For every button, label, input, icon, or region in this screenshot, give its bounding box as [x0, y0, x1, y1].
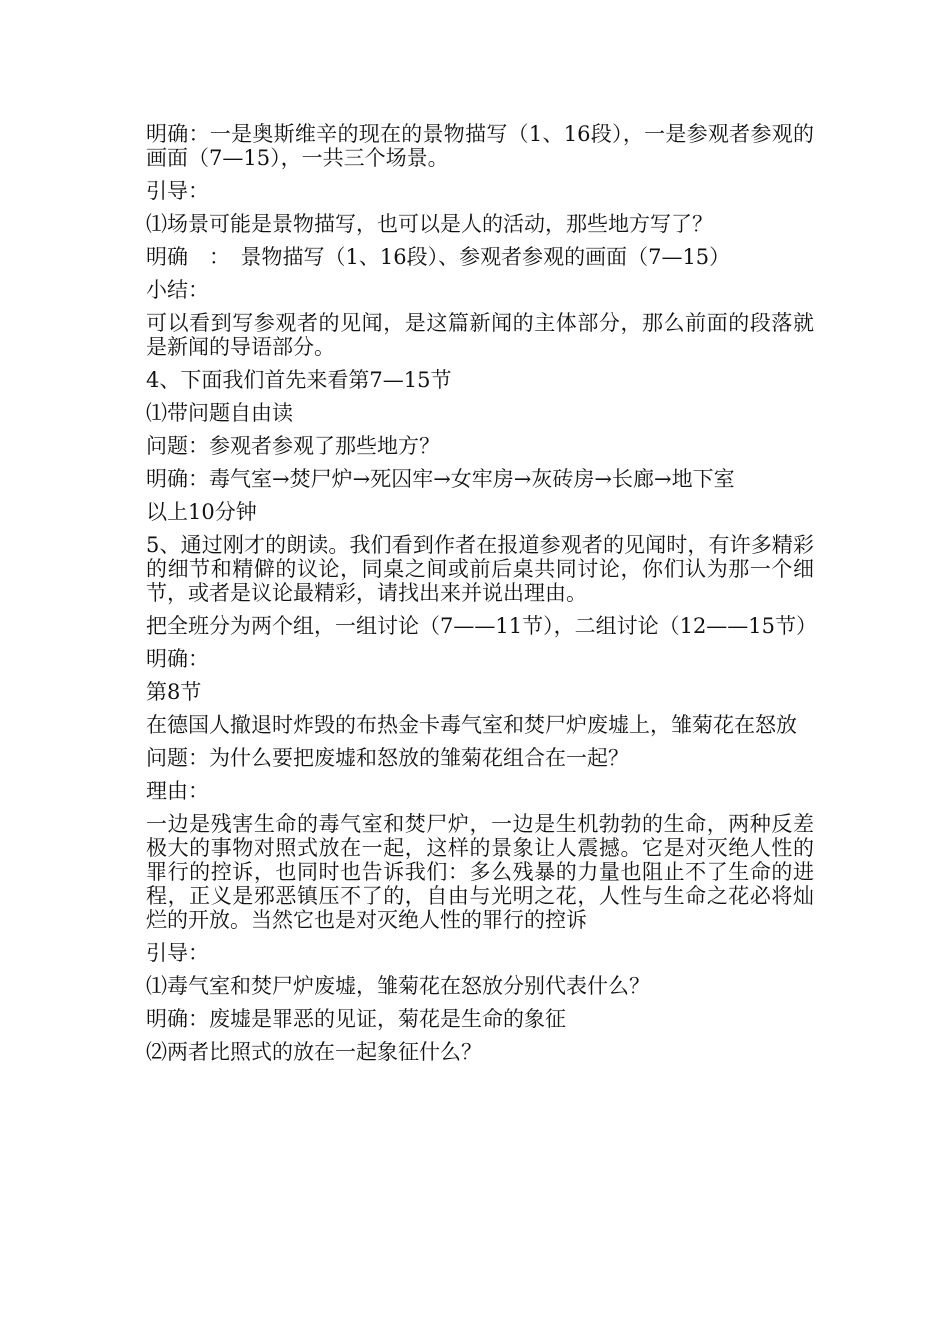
paragraph-answer-scenes: 明确：一是奥斯维辛的现在的景物描写（1、16段），一是参观者参观的画面（7—15），一共三个场景。 — [146, 122, 814, 170]
paragraph-question-combination: 问题：为什么要把废墟和怒放的雏菊花组合在一起？ — [146, 746, 629, 770]
paragraph-summary-text: 可以看到写参观者的见闻，是这篇新闻的主体部分，那么前面的段落就是新闻的导语部分。 — [146, 311, 814, 359]
paragraph-answer-places: 明确：毒气室→焚尸炉→死囚牢→女牢房→灰砖房→长廊→地下室 — [146, 467, 735, 491]
paragraph-guide-label: 引导： — [146, 179, 209, 203]
paragraph-free-reading: ⑴带问题自由读 — [146, 401, 293, 425]
paragraph-question-scenes: ⑴场景可能是景物描写，也可以是人的活动，那些地方写了？ — [146, 212, 713, 236]
paragraph-group-split: 把全班分为两个组，一组讨论（7——11节），二组讨论（12——15节） — [146, 614, 818, 638]
document-body — [146, 122, 818, 1073]
paragraph-answer-symbols: 明确：废墟是罪恶的见证，菊花是生命的象征 — [146, 1007, 566, 1031]
paragraph-step-5: 5、通过刚才的朗读。我们看到作者在报道参观者的见闻时，有许多精彩的细节和精僻的议论，同桌之间或前后桌共同讨论，你们认为那一个细节，或者是议论最精彩，请找出来并说出理由。 — [146, 533, 814, 605]
paragraph-question-contrast: ⑵两者比照式的放在一起象征什么？ — [146, 1040, 482, 1064]
paragraph-time-note: 以上10分钟 — [146, 500, 257, 524]
paragraph-answer-label: 明确： — [146, 647, 209, 671]
paragraph-guide-label-2: 引导： — [146, 941, 209, 965]
paragraph-step-4: 4、下面我们首先来看第7—15节 — [146, 368, 452, 392]
paragraph-reason-text: 一边是残害生命的毒气室和焚尸炉，一边是生机勃勃的生命，两种反差极大的事物对照式放在一起，这样的景象让人震撼。它是对灭绝人性的罪行的控诉，也同时也告诉我们：多么残暴的力量也阻止不了生命的进程，正义是邪恶镇压不了的，自由与光明之花，人性与生命之花必将灿烂的开放。当然它也是对灭绝人性的罪行的控诉 — [146, 812, 814, 932]
paragraph-question-places: 问题：参观者参观了那些地方？ — [146, 434, 440, 458]
paragraph-answer-scenery: 明确 ： 景物描写（1、16段）、参观者参观的画面（7—15） — [146, 245, 731, 269]
paragraph-section-8: 第8节 — [146, 680, 202, 704]
paragraph-summary-label: 小结： — [146, 278, 209, 302]
paragraph-reason-label: 理由： — [146, 779, 209, 803]
paragraph-question-symbols: ⑴毒气室和焚尸炉废墟，雏菊花在怒放分别代表什么？ — [146, 974, 650, 998]
paragraph-section-8-quote: 在德国人撤退时炸毁的布热金卡毒气室和焚尸炉废墟上，雏菊花在怒放 — [146, 713, 797, 737]
